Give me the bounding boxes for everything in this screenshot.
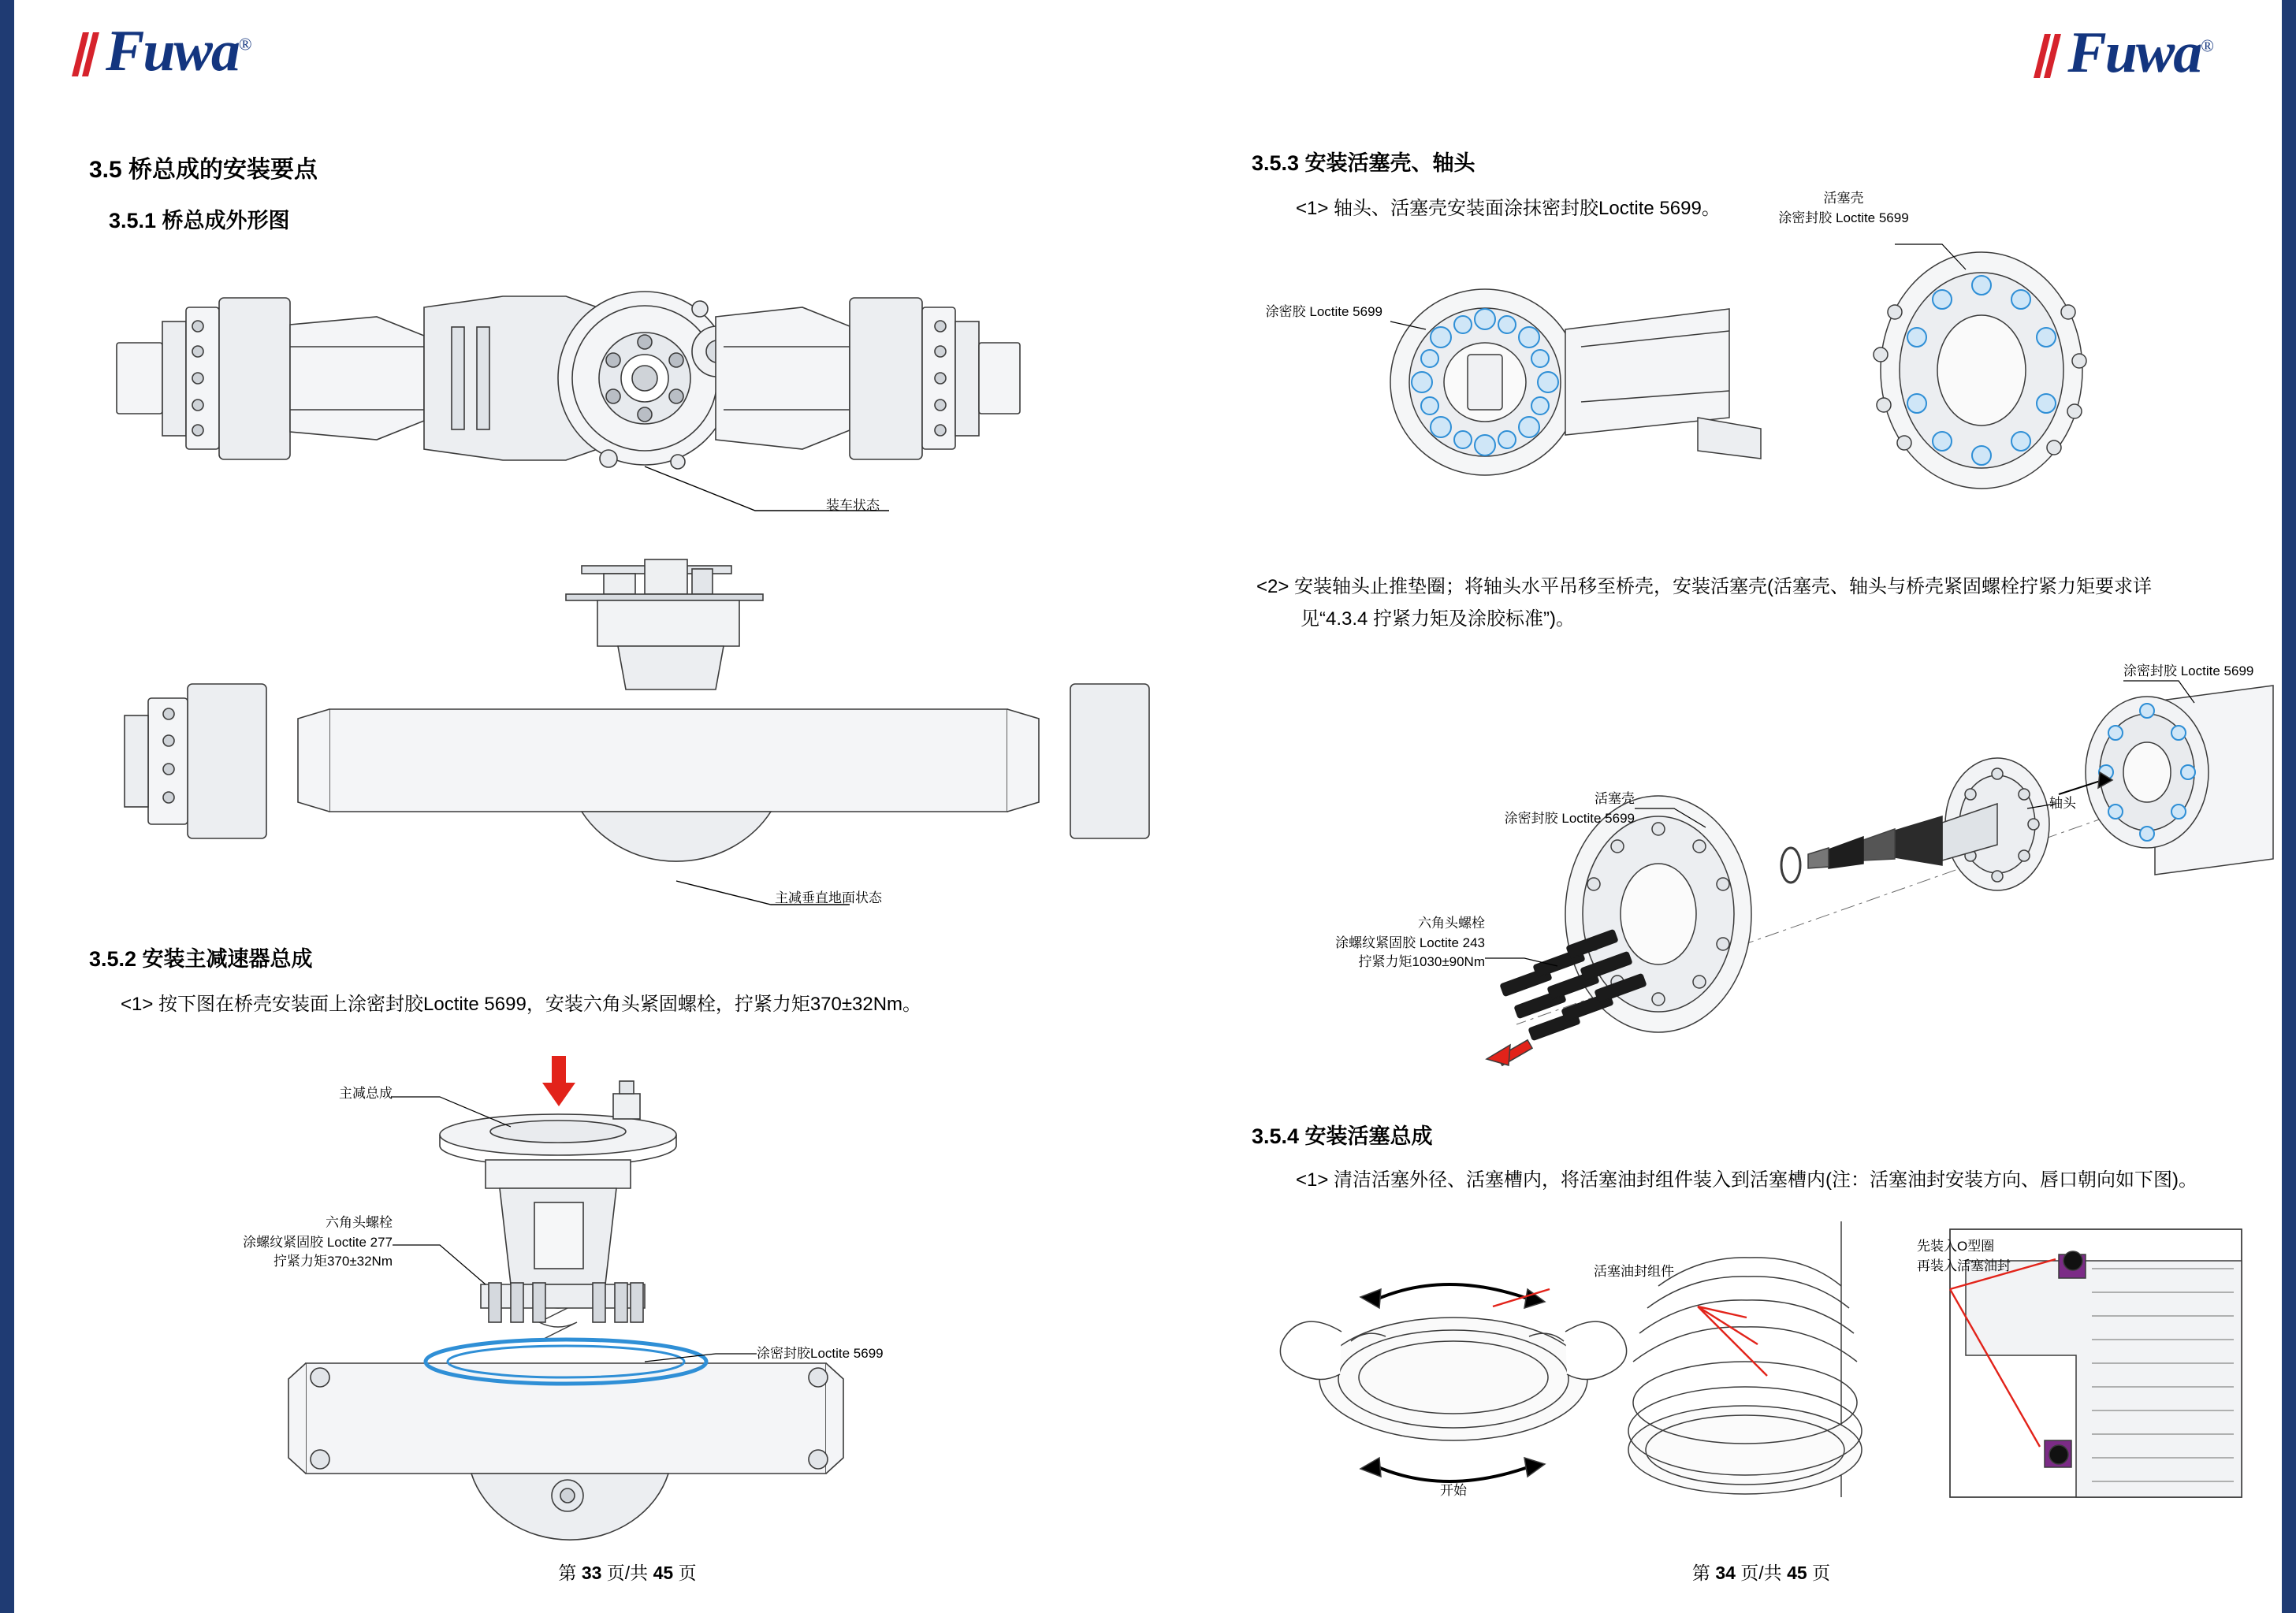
callout-piston-seal-kit: 活塞油封组件: [1594, 1264, 1674, 1279]
callout-sealant-5699-a: 涂密胶 Loctite 5699: [1265, 304, 1382, 319]
paragraph-3-5-3-1: <1> 轴头、活塞壳安装面涂抹密封胶Loctite 5699。: [1296, 198, 1721, 219]
callout-vertical-state: 主减垂直地面状态: [775, 890, 882, 905]
logo-stripes-icon: [77, 32, 104, 75]
paragraph-3-5-2-1: <1> 按下图在桥壳安装面上涂密封胶Loctite 5699，安装六角头紧固螺栓，拧紧力矩370±32Nm。: [121, 994, 922, 1015]
callout-sealant-5699-b: 涂密封胶 Loctite 5699: [2123, 663, 2254, 678]
logo-registered-mark: ®: [2201, 35, 2212, 56]
figure-piston-seal-install: [1256, 1213, 2257, 1513]
callout-oring-order: 先装入O型圈 再装入活塞油封: [1917, 1239, 2011, 1273]
logo-registered-mark: ®: [238, 34, 251, 54]
callout-hex-bolt-243: 六角头螺栓 涂螺纹紧固胶 Loctite 243 拧紧力矩1030±90Nm: [1335, 916, 1485, 970]
heading-3-5-2: 3.5.2 安装主减速器总成: [89, 947, 313, 971]
callout-hex-bolt-277: 六角头螺栓 涂螺纹紧固胶 Loctite 277 拧紧力矩370±32Nm: [243, 1215, 393, 1269]
right-edge-band: [2282, 0, 2296, 1613]
right-page: [1241, 0, 2282, 1613]
callout-main-reducer-assembly: 主减总成: [339, 1086, 393, 1101]
left-edge-band: [0, 0, 14, 1613]
logo-text: Fuwa: [2067, 20, 2201, 85]
callout-loading-state: 装车状态: [826, 498, 880, 513]
logo-stripes-icon: [2039, 34, 2066, 76]
footer-left: 第 33 页/共 45 页: [558, 1563, 697, 1583]
callout-piston-housing-a: 活塞壳 涂密封胶 Loctite 5699: [1778, 191, 1909, 225]
callout-sealant-5699-left: 涂密封胶Loctite 5699: [757, 1346, 884, 1361]
heading-3-5-1: 3.5.1 桥总成外形图: [109, 209, 290, 232]
figure-main-reducer-install: [243, 1048, 905, 1552]
callout-spindle: 轴头: [2049, 796, 2076, 811]
callout-piston-housing-b: 活塞壳 涂密封胶 Loctite 5699: [1504, 791, 1635, 826]
footer-right: 第 34 页/共 45 页: [1691, 1563, 1831, 1583]
heading-3-5: 3.5 桥总成的安装要点: [89, 157, 318, 183]
fuwa-logo-left: [77, 19, 251, 84]
paragraph-3-5-4-1: <1> 清洁活塞外径、活塞槽内，将活塞油封组件装入到活塞槽内(注：活塞油封安装方向、唇口朝向如下图)。: [1296, 1169, 2198, 1191]
heading-3-5-3: 3.5.3 安装活塞壳、轴头: [1252, 151, 1475, 175]
left-page: [14, 0, 1241, 1613]
figure-spindle-exploded: [1264, 654, 2273, 1095]
heading-3-5-4: 3.5.4 安装活塞总成: [1252, 1124, 1433, 1148]
figure-axle-assembly-front: [93, 552, 1039, 905]
fuwa-logo-right: [2039, 20, 2212, 85]
callout-start: 开始: [1440, 1483, 1467, 1498]
figure-axle-assembly-top: [93, 260, 1039, 512]
logo-text: Fuwa: [106, 19, 239, 84]
paragraph-3-5-3-2: <2> 安装轴头止推垫圈；将轴头水平吊移至桥壳，安装活塞壳(活塞壳、轴头与桥壳紧固螺栓拧紧力矩要求详 见“4.3.4 拧紧力矩及涂胶标准”)。: [1256, 576, 2153, 630]
